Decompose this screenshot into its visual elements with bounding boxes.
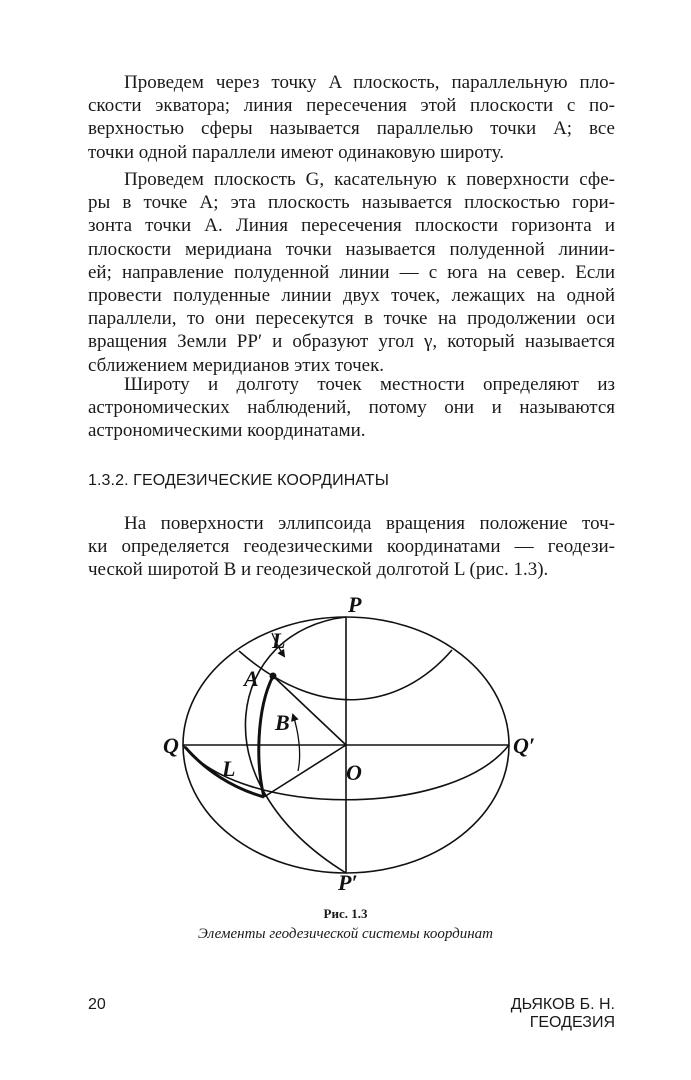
text-line: Широту и долготу точек местности определяют из bbox=[124, 374, 615, 395]
text-line: скости экватора; линия пересечения этой плоскости с по- bbox=[88, 95, 615, 117]
text-line: вращения Земли PP′ и образуют угол γ, который называется bbox=[88, 331, 615, 353]
paragraph-parallel bbox=[88, 71, 615, 164]
point-a-marker bbox=[270, 673, 277, 680]
text-line: ки определяется геодезическими координатами — геодези- bbox=[88, 536, 615, 558]
text-line: сближением меридианов этих точек. bbox=[88, 354, 385, 376]
text-line: Проведем через точку A плоскость, параллельную пло- bbox=[124, 72, 615, 93]
text-line: зонта точки A. Линия пересечения плоскости горизонта и bbox=[88, 215, 615, 237]
text-line: На поверхности эллипсоида вращения положение точ- bbox=[124, 513, 615, 534]
label-a: A bbox=[244, 666, 259, 691]
page-number: 20 bbox=[88, 996, 106, 1013]
text-line: ческой широтой B и геодезической долготой L (рис. 1.3). bbox=[88, 559, 549, 581]
radius-ob bbox=[264, 745, 346, 797]
paragraph-astronomical bbox=[88, 373, 615, 443]
running-title: ДЬЯКОВ Б. Н. ГЕОДЕЗИЯ bbox=[510, 996, 615, 1031]
text-line: ей; направление полуденной линии — с юга на север. Если bbox=[88, 261, 615, 283]
text-line: плоскости меридиана точки называется полуденной линии- bbox=[88, 238, 615, 260]
text-line: Проведем плоскость G, касательную к поверхности сфе- bbox=[124, 169, 615, 190]
label-q-prime: Q′ bbox=[513, 733, 536, 758]
meridian-of-a bbox=[259, 676, 273, 797]
paragraph-geodetic bbox=[88, 512, 615, 582]
text-line: ры в точке A; эта плоскость называется плоскостью гори- bbox=[88, 192, 615, 214]
paragraph-horizon bbox=[88, 168, 615, 377]
figure-caption-text: Элементы геодезической системы координат bbox=[197, 926, 494, 942]
section-heading: 1.3.2. ГЕОДЕЗИЧЕСКИЕ КООРДИНАТЫ bbox=[88, 472, 390, 489]
label-l-top: L bbox=[272, 628, 286, 653]
label-o: O bbox=[346, 760, 362, 785]
text-line: астрономических наблюдений, потому они и называются bbox=[88, 397, 615, 419]
latitude-angle-arc bbox=[293, 715, 300, 771]
ellipsoid-diagram bbox=[160, 590, 550, 900]
figure-caption-title: Рис. 1.3 bbox=[323, 906, 368, 921]
text-line: параллели, то они пересекутся в точке на продолжении оси bbox=[88, 308, 615, 330]
label-q: Q bbox=[163, 733, 179, 758]
text-line: точки одной параллели имеют одинаковую широту. bbox=[88, 141, 504, 163]
text-line: верхностью сферы называется параллелью точки A; все bbox=[88, 118, 615, 140]
text-line: астрономическими координатами. bbox=[88, 420, 366, 442]
label-p: P bbox=[348, 592, 362, 617]
text-line: провести полуденные линии двух точек, лежащих на одной bbox=[88, 285, 615, 307]
label-p-prime: P′ bbox=[338, 870, 358, 895]
label-l-bottom: L bbox=[222, 756, 236, 781]
label-b: B bbox=[275, 710, 290, 735]
